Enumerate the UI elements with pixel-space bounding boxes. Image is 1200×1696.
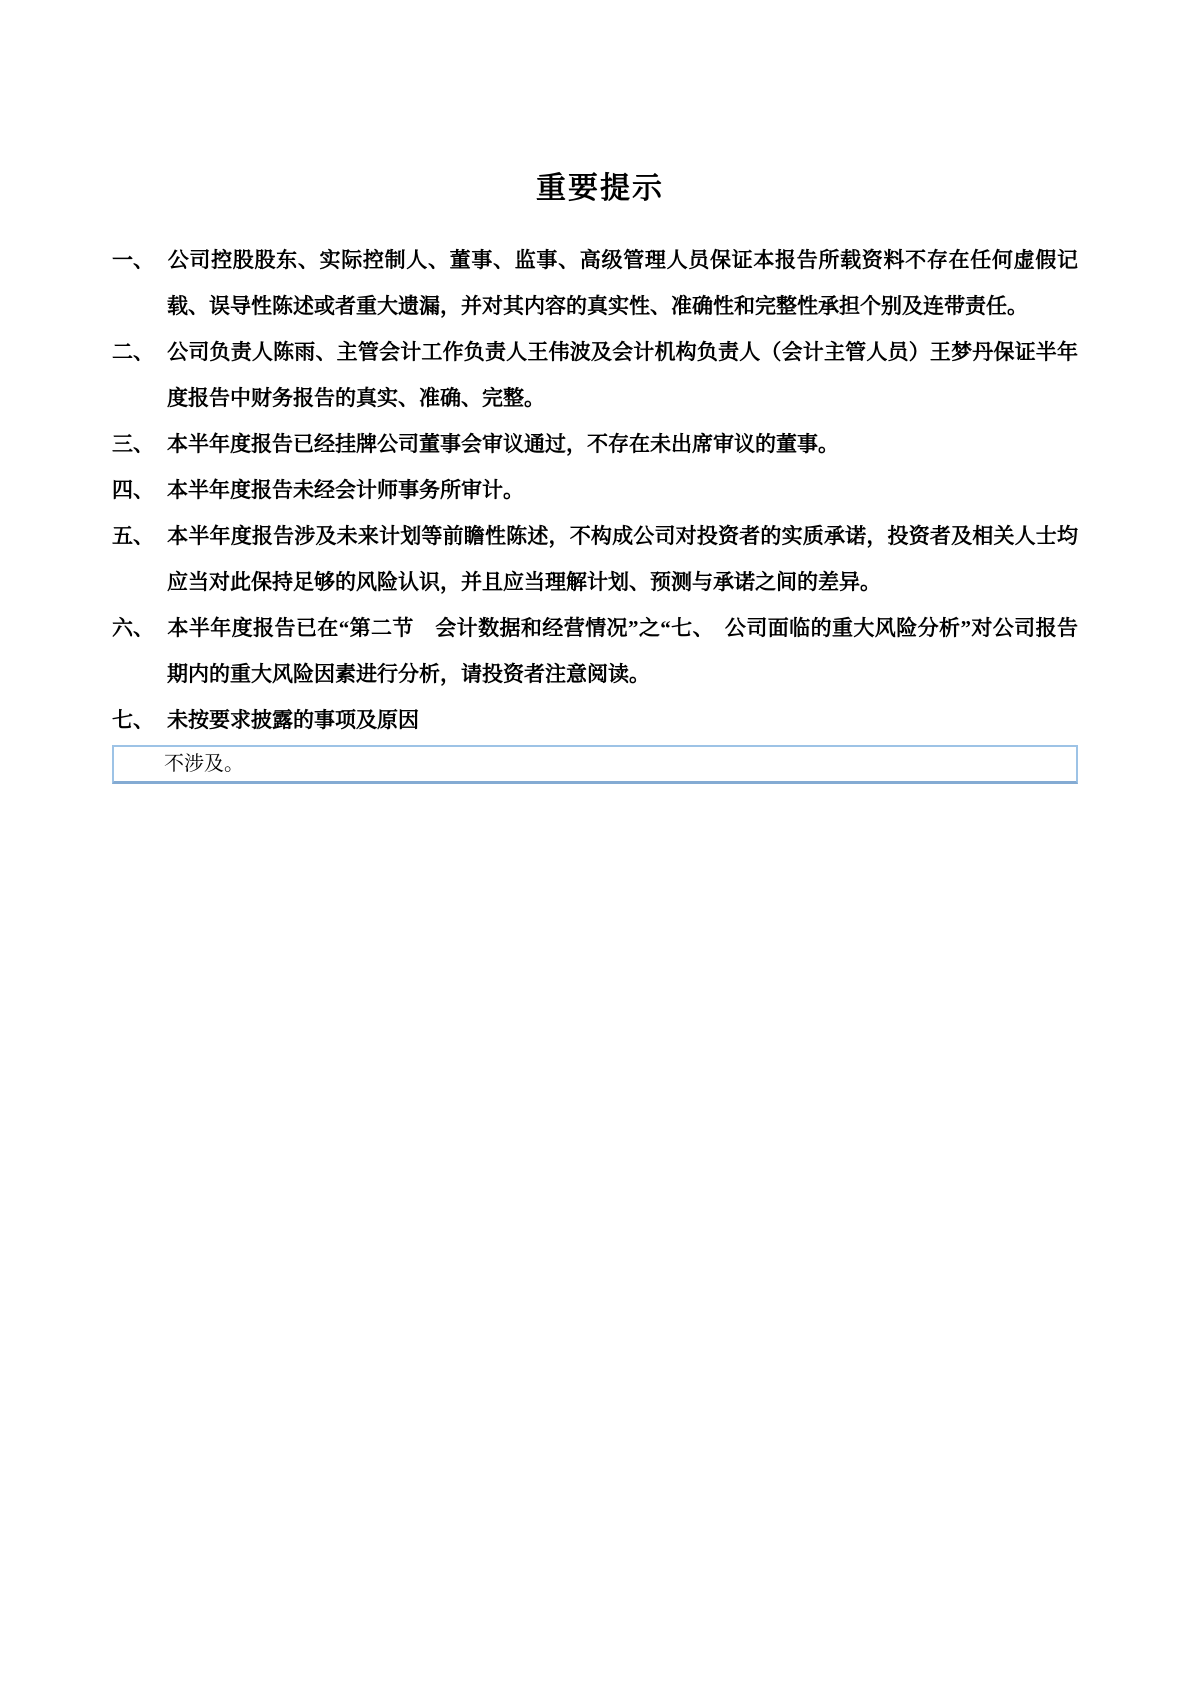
item-text: 公司控股股东、实际控制人、董事、监事、高级管理人员保证本报告所载资料不存在任何虚假记载、误导性陈述或者重大遗漏，并对其内容的真实性、准确性和完整性承担个别及连带责任。 <box>167 248 1078 318</box>
list-item-3 <box>112 421 1078 467</box>
item-text: 本半年度报告未经会计师事务所审计。 <box>167 478 524 502</box>
list-item-5 <box>112 513 1078 605</box>
page-title: 重要提示 <box>536 172 664 205</box>
notice-list <box>112 237 1078 784</box>
item-number: 一、 <box>112 248 154 272</box>
item-number: 四、 <box>112 478 154 502</box>
item-text: 本半年度报告已在“第二节 会计数据和经营情况”之“七、 公司面临的重大风险分析”对公司报告期内的重大风险因素进行分析，请投资者注意阅读。 <box>167 616 1078 686</box>
list-item-6 <box>112 605 1078 697</box>
item-text: 本半年度报告涉及未来计划等前瞻性陈述，不构成公司对投资者的实质承诺，投资者及相关人士均应当对此保持足够的风险认识，并且应当理解计划、预测与承诺之间的差异。 <box>167 524 1078 594</box>
list-item-2 <box>112 329 1078 421</box>
item-text: 未按要求披露的事项及原因 <box>167 708 419 732</box>
list-item-1 <box>112 237 1078 329</box>
item-number: 五、 <box>112 524 154 548</box>
list-item-7 <box>112 697 1078 743</box>
note-text: 不涉及。 <box>164 753 244 775</box>
not-applicable-box <box>112 745 1078 784</box>
item-number: 六、 <box>112 616 154 640</box>
item-number: 二、 <box>112 340 154 364</box>
item-text: 公司负责人陈雨、主管会计工作负责人王伟波及会计机构负责人（会计主管人员）王梦丹保证半年度报告中财务报告的真实、准确、完整。 <box>167 340 1078 410</box>
item-text: 本半年度报告已经挂牌公司董事会审议通过，不存在未出席审议的董事。 <box>167 432 839 456</box>
item-number: 三、 <box>112 432 154 456</box>
item-number: 七、 <box>112 708 154 732</box>
list-item-4 <box>112 467 1078 513</box>
